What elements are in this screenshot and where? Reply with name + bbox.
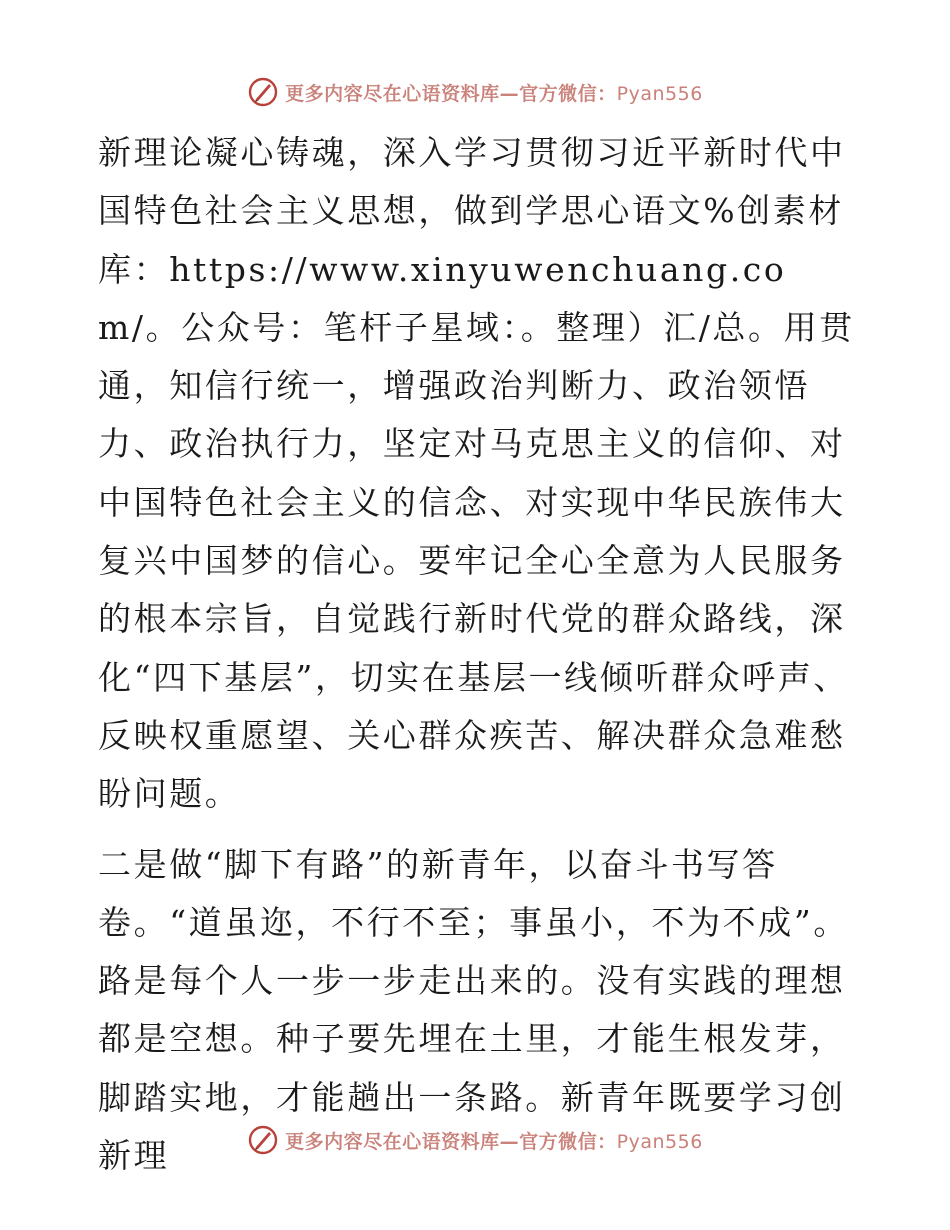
watermark-text: 更多内容尽在心语资料库—官方微信：Pyan556 <box>285 1130 703 1153</box>
quill-circle-icon <box>247 76 279 108</box>
paragraph: 新理论凝心铸魂，深入学习贯彻习近平新时代中国特色社会主义思想，做到学思心语文%创素材库：https://www.xinyuwenchuang.com/。公众号：笔杆子星域：。整理）汇/总。用贯通，知信行统一，增强政治判断力、政治领悟力、政治执行力，坚定对马克思主义的信仰、对中国特色社会主义的信念、对实现中华民族伟大复兴中国梦的信心。要牢记全心全意为人民服务的根本宗旨，自觉践行新时代党的群众路线，深化“四下基层”，切实在基层一线倾听群众呼声、反映权重愿望、关心群众疾苦、解决群众急难愁盼问题。 <box>98 133 855 814</box>
footer-watermark <box>0 1120 950 1160</box>
quill-circle-icon <box>247 1124 279 1156</box>
paragraph: 二是做“脚下有路”的新青年，以奋斗书写答卷。“道虽迩，不行不至；事虽小，不为不成”。路是每个人一步一步走出来的。没有实践的理想都是空想。种子要先埋在土里，才能生根发芽，脚踏实地，才能趟出一条路。新青年既要学习创新理 <box>98 844 849 1176</box>
document-body <box>98 124 858 1185</box>
header-watermark <box>0 72 950 112</box>
watermark-text: 更多内容尽在心语资料库—官方微信：Pyan556 <box>285 82 703 105</box>
